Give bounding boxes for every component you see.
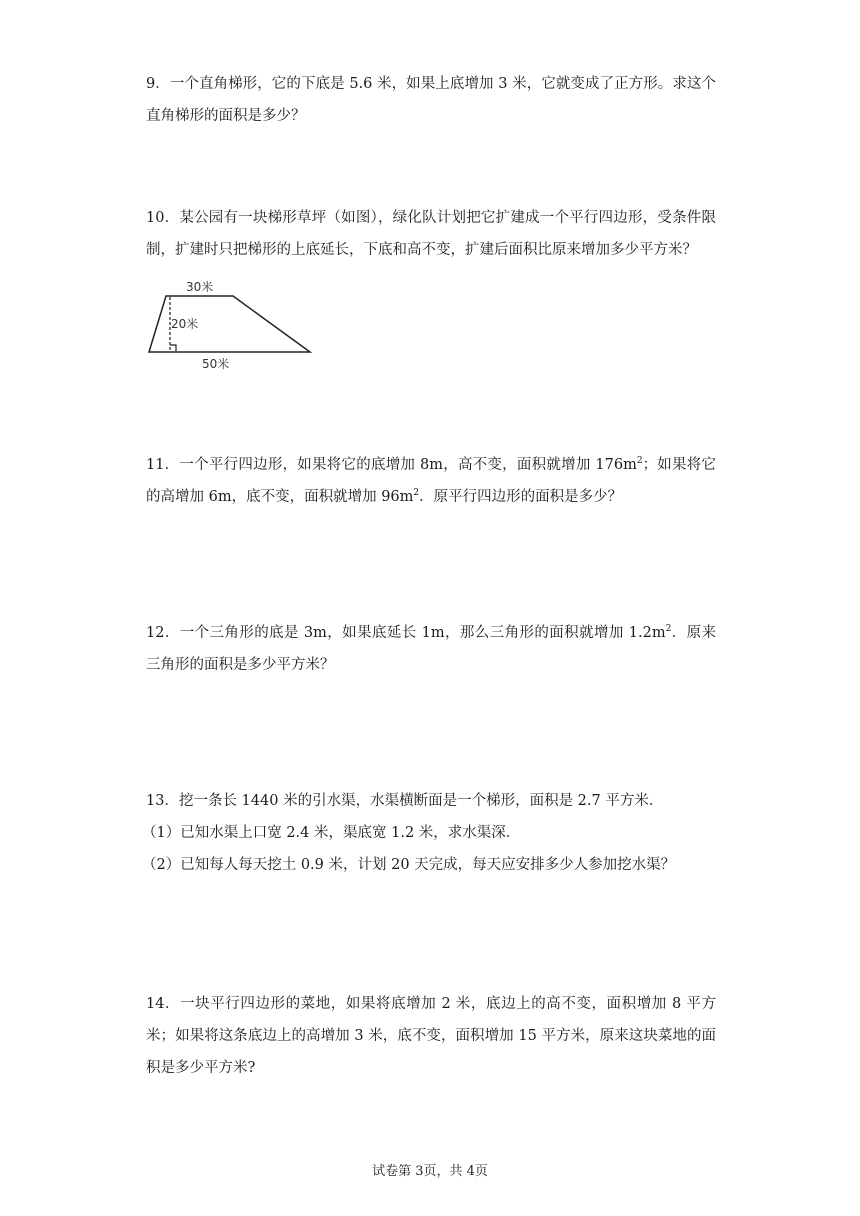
question-10-text: 10．某公园有一块梯形草坪（如图），绿化队计划把它扩建成一个平行四边形，受条件限制，扩建时只把梯形的上底延长，下底和高不变，扩建后面积比原来增加多少平方米？ [146,210,716,258]
superscript: 2 [636,456,643,467]
question-14-text: 14．一块平行四边形的菜地，如果将底增加 2 米，底边上的高不变，面积增加 8 平方米；如果将这条底边上的高增加 3 米，底不变，面积增加 15 平方米，原来这块菜地的面积是多少平方米? [146,996,716,1076]
question-11 [146,449,716,513]
question-10 [146,202,716,266]
question-11-text-a: 11．一个平行四边形，如果将它的底增加 8m，高不变，面积就增加 176m [146,457,637,473]
question-13 [142,785,716,881]
top-base-label: 30米 [186,280,214,294]
page-footer [0,1160,860,1179]
question-12-text-a: 12．一个三角形的底是 3m，如果底延长 1m，那么三角形的面积就增加 1.2m [146,625,666,641]
question-12-text-b: ．原来三角形的面积是多少平方米？ [146,625,716,673]
trapezoid-figure [146,278,316,376]
question-12 [146,617,716,681]
question-11-text-b: ；如果将它的高增加 6m，底不变，面积就增加 96m [146,457,716,505]
question-9-text: 9．一个直角梯形，它的下底是 5.6 米，如果上底增加 3 米，它就变成了正方形。求这个直角梯形的面积是多少？ [146,76,716,124]
question-14 [146,988,716,1084]
question-13-text: 13．挖一条长 1440 米的引水渠，水渠横断面是一个梯形，面积是 2.7 平方米． [146,793,664,809]
superscript: 2 [665,624,672,635]
height-label: 20米 [171,317,199,331]
question-9 [146,68,716,132]
question-11-text-c: ．原平行四边形的面积是多少？ [419,489,623,505]
right-angle-mark [170,345,176,351]
question-13-sub-2: （2）已知每人每天挖土 0.9 米，计划 20 天完成，每天应安排多少人参加挖水渠？ [142,857,676,873]
superscript: 2 [413,488,420,499]
bottom-base-label: 50米 [202,357,230,371]
question-13-sub-1: （1）已知水渠上口宽 2.4 米，渠底宽 1.2 米，求水渠深． [142,825,521,841]
page-number: 试卷第 3页，共 4页 [372,1164,488,1179]
trapezoid-diagram [146,278,316,376]
